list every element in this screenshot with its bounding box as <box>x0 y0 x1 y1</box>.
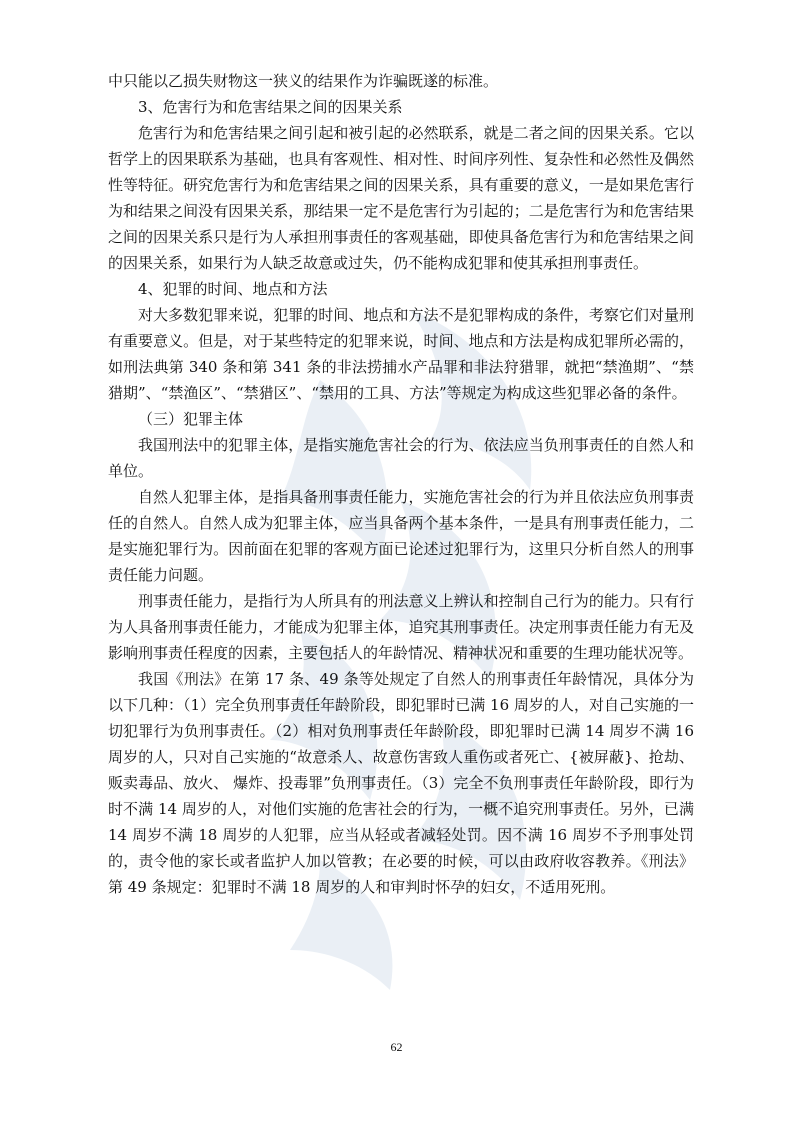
page-number: 62 <box>390 1040 403 1054</box>
paragraph: 危害行为和危害结果之间引起和被引起的必然联系，就是二者之间的因果关系。它以哲学上的因果联系为基础，也具有客观性、相对性、时间序列性、复杂性和必然性及偶然性等特征。研究危害行为和危害结果之间的因果关系，具有重要的意义，一是如果危害行为和结果之间没有因果关系，那结果一定不是危害行为引起的；二是危害行为和危害结果之间的因果关系只是行为人承担刑事责任的客观基础，即使具备危害行为和危害结果之间的因果关系，如果行为人缺乏故意或过失，仍不能构成犯罪和使其承担刑事责任。 <box>108 124 694 272</box>
section-heading: 3、危害行为和危害结果之间的因果关系 <box>138 98 403 116</box>
paragraph: 自然人犯罪主体，是指具备刑事责任能力，实施危害社会的行为并且依法应负刑事责任的自然人。自然人成为犯罪主体，应当具备两个基本条件，一是具有刑事责任能力，二是实施犯罪行为。因前面在犯罪的客观方面已论述过犯罪行为，这里只分析自然人的刑事责任能力问题。 <box>108 488 694 584</box>
paragraph: 中只能以乙损失财物这一狭义的结果作为诈骗既遂的标准。 <box>108 72 499 90</box>
paragraph: 对大多数犯罪来说，犯罪的时间、地点和方法不是犯罪构成的条件，考察它们对量刑有重要意义。但是，对于某些特定的犯罪来说，时间、地点和方法是构成犯罪所必需的，如刑法典第 340 条和第 341 条的非法捞捕水产品罪和非法狩猎罪，就把“禁渔期”、“禁猎期”、“禁渔区”、“禁猎区”、“禁用的工具、方法”等规定为构成这些犯罪必备的条件。 <box>108 306 694 402</box>
paragraph: 刑事责任能力，是指行为人所具有的刑法意义上辨认和控制自己行为的能力。只有行为人具备刑事责任能力，才能成为犯罪主体，追究其刑事责任。决定刑事责任能力有无及影响刑事责任程度的因素，主要包括人的年龄情况、精神状况和重要的生理功能状况等。 <box>108 592 694 662</box>
paragraph: 我国《刑法》在第 17 条、49 条等处规定了自然人的刑事责任年龄情况，具体分为以下几种：（1）完全负刑事责任年龄阶段，即犯罪时已满 16 周岁的人，对自己实施的一切犯罪行为负刑事责任。（2）相对负刑事责任年龄阶段，即犯罪时已满 14 周岁不满 16 周岁的人，只对自己实施的“故意杀人、故意伤害致人重伤或者死亡、{被屏蔽}、抢劫、贩卖毒品、放火、 爆炸、投毒罪”负刑事责任。（3）完全不负刑事责任年龄阶段，即行为时不满 14 周岁的人，对他们实施的危害社会的行为，一概不追究刑事责任。另外，已满 14 周岁不满 18 周岁的人犯罪，应当从轻或者减轻处罚。因不满 16 周岁不予刑事处罚的，责令他的家长或者监护人加以管教；在必要的时候，可以由政府收容教养。《刑法》第 49 条规定：犯罪时不满 18 周岁的人和审判时怀孕的妇女，不适用死刑。 <box>108 670 694 896</box>
page-body <box>108 68 694 900</box>
section-heading: 4、犯罪的时间、地点和方法 <box>138 280 328 298</box>
paragraph: 我国刑法中的犯罪主体，是指实施危害社会的行为、依法应当负刑事责任的自然人和单位。 <box>108 436 694 480</box>
section-heading: （三）犯罪主体 <box>138 410 244 428</box>
